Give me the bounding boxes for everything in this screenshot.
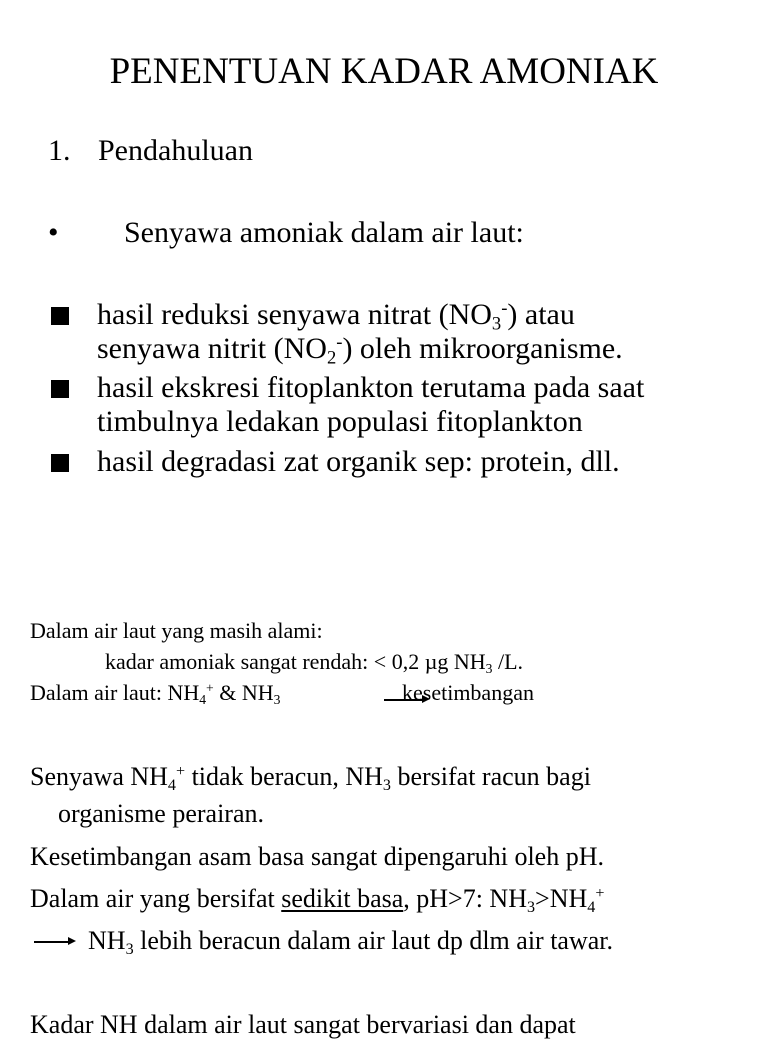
cut-off-line: Kadar NH dalam air laut sangat bervariasi dan dapat [30,1010,576,1039]
source-item-1-line2: senyawa nitrit $(NO_2^-)$ oleh mikroorganisme. [97,331,623,369]
source-item-2-line2: timbulnya ledakan populasi fitoplankton [97,405,583,438]
natural-line2: kadar amoniak sangat rendah: < 0,2 µg $NH_3$ /L. [105,649,524,677]
page-title: PENENTUAN KADAR AMONIAK [109,51,659,92]
equilibrium-label: kesetimbangan [402,680,534,705]
bullet-dot-icon: • [48,216,59,249]
intro-bullet [48,216,524,250]
section-number: 1. [48,134,71,167]
implies-arrow-icon [34,941,70,943]
toxicity-line2: organisme perairan. [58,799,264,828]
square-bullet-icon [51,380,69,398]
underlined-term: sedikit basa [281,884,404,913]
natural-line3: Dalam air laut: $NH_4^+$ & $NH_3$ [30,680,281,708]
toxicity-line1: Senyawa $NH_4^+$ tidak beracun, $NH_3$ bersifat racun bagi [30,762,591,794]
implies-arrowhead-icon [68,937,76,945]
square-bullet-icon [51,454,69,472]
source-item-3-line1: hasil degradasi zat organik sep: protein, dll. [97,445,620,478]
source-item-1-line1: hasil reduksi senyawa nitrat $(NO_3^-)$ atau [97,297,575,335]
section-heading [48,134,253,168]
intro-bullet-text: Senyawa amoniak dalam air laut: [124,216,524,249]
ph-influence-line: Kesetimbangan asam basa sangat dipengaruhi oleh pH. [30,842,604,871]
source-item-2-line1: hasil ekskresi fitoplankton terutama pada saat [97,371,645,404]
section-heading-text: Pendahuluan [98,134,253,167]
square-bullet-icon [51,307,69,325]
basic-water-line: Dalam air yang bersifat sedikit basa, pH>7: $NH_3>NH_4^+$ [30,884,605,916]
natural-line1: Dalam air laut yang masih alami: [30,618,323,643]
toxicity-comparison-line: $NH_3$ lebih beracun dalam air laut dp dlm air tawar. [88,926,613,958]
